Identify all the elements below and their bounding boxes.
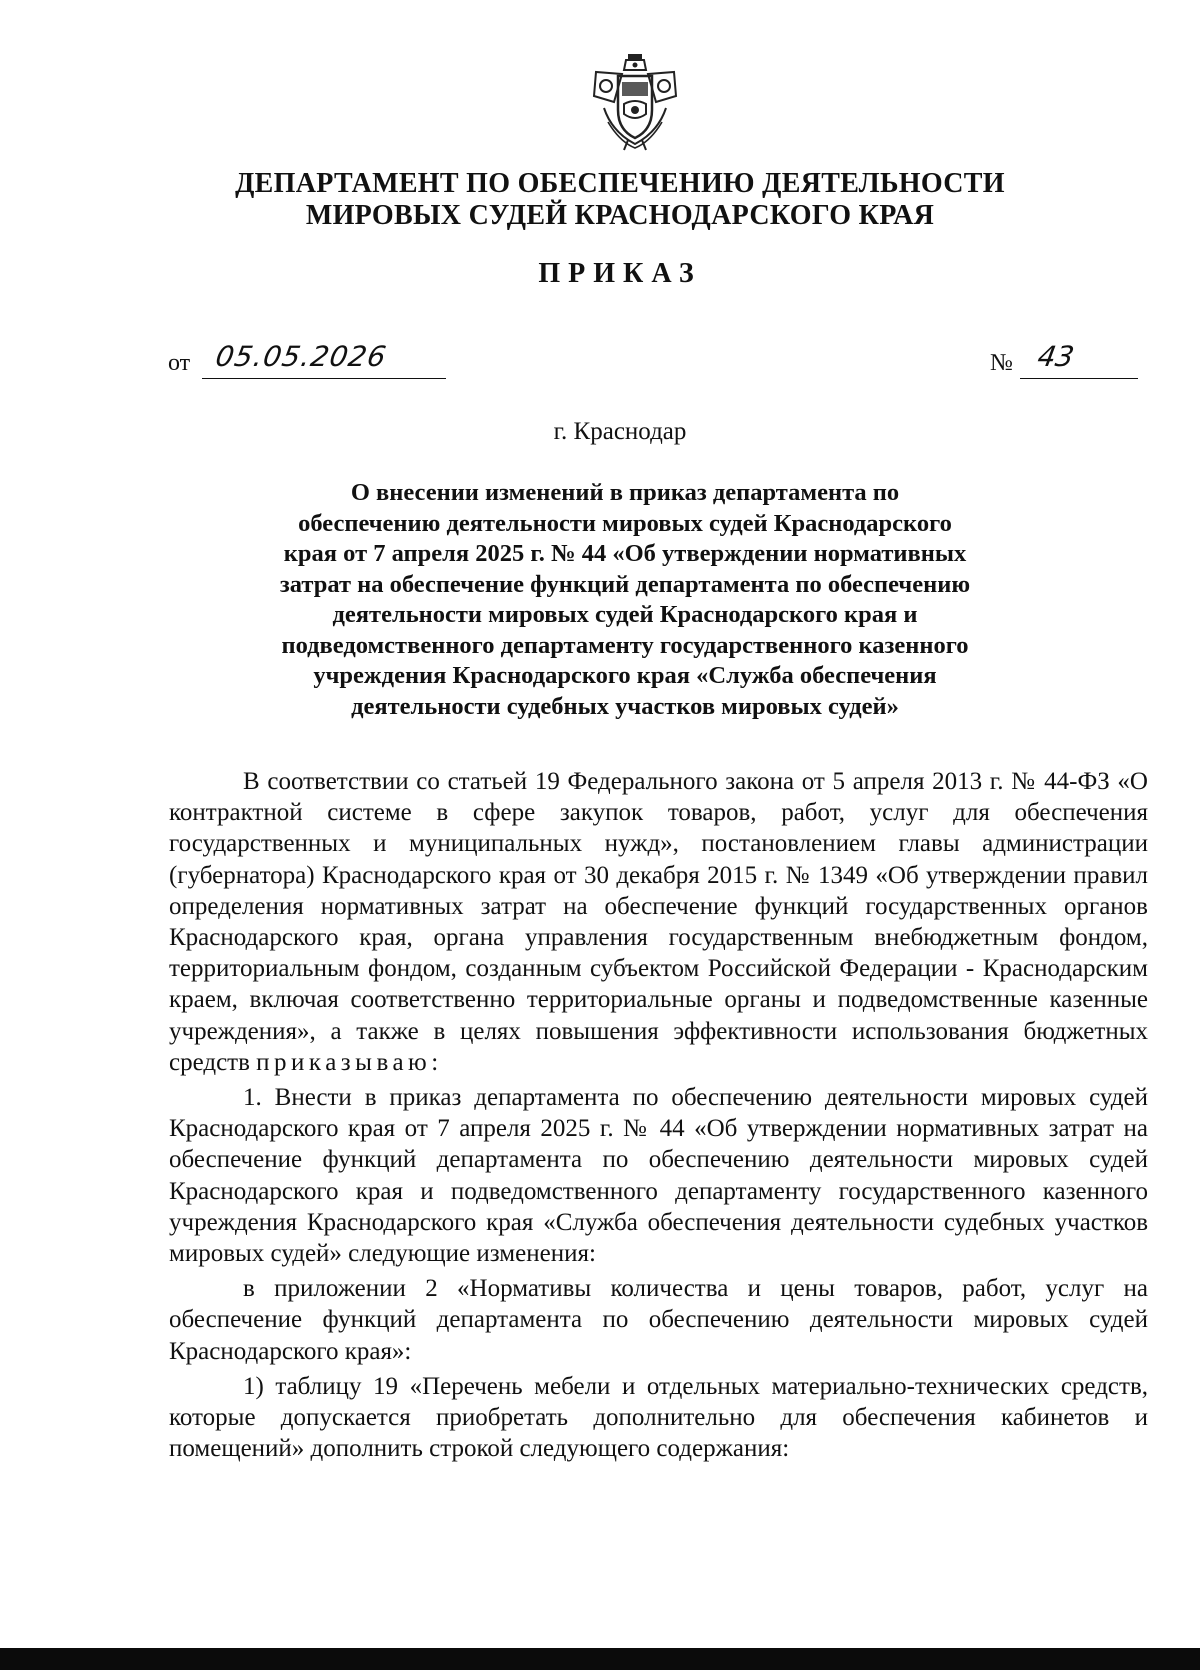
preamble-text: В соответствии со статьей 19 Федерального закона от 5 апреля 2013 г. № 44-ФЗ «О контрактной системе в сфере закупок товаров, работ, услуг для обеспечения государственных и муниципальных нужд», постановлением главы администрации (губернатора) Краснодарского края от 30 декабря 2015 г. № 1349 «Об утверждении правил определения нормативных затрат на обеспечение функций государственных органов Краснодарского края, органа управления государственным внебюджетным фондом, территориальным фондом, созданным субъектом Российской Федерации - Краснодарским краем, включая соответственно территориальные органы и подведомственные казенные учреждения», а также в целях повышения эффективности использования бюджетных средств bbox=[169, 768, 1148, 1076]
subject-line: деятельности судебных участков мировых судей» bbox=[351, 692, 899, 720]
handwritten-number: 43 bbox=[1035, 340, 1077, 373]
preamble-paragraph bbox=[169, 766, 1148, 1078]
subject-line: затрат на обеспечение функций департамента по обеспечению bbox=[279, 570, 971, 598]
order-word: приказываю: bbox=[256, 1048, 443, 1076]
subject-line: края от 7 апреля 2025 г. № 44 «Об утверждении нормативных bbox=[283, 540, 967, 567]
table-19-paragraph: 1) таблицу 19 «Перечень мебели и отдельных материально-технических средств, которые допускается приобретать дополнительно для обеспечения кабинетов и помещений» дополнить строкой следующего содержания: bbox=[169, 1372, 1148, 1463]
department-name bbox=[170, 168, 1070, 232]
department-name-line2: МИРОВЫХ СУДЕЙ КРАСНОДАРСКОГО КРАЯ bbox=[305, 200, 935, 231]
coat-of-arms-icon bbox=[590, 52, 680, 152]
number-underline bbox=[1020, 378, 1138, 379]
department-name-line1: ДЕПАРТАМЕНТ ПО ОБЕСПЕЧЕНИЮ ДЕЯТЕЛЬНОСТИ bbox=[235, 168, 1005, 199]
number-label: № bbox=[990, 350, 1013, 376]
city-name: г. Краснодар bbox=[553, 418, 687, 445]
subject-line: обеспечению деятельности мировых судей Краснодарского bbox=[298, 509, 952, 537]
subject-line: учреждения Краснодарского края «Служба обеспечения bbox=[313, 662, 937, 689]
scan-edge-bar bbox=[0, 1648, 1200, 1670]
date-underline bbox=[202, 378, 446, 379]
appendix-paragraph: в приложении 2 «Нормативы количества и цены товаров, работ, услуг на обеспечение функций департамента по обеспечению деятельности мировых судей Краснодарского края»: bbox=[169, 1275, 1148, 1365]
item-1-paragraph: 1. Внести в приказ департамента по обеспечению деятельности мировых судей Краснодарского края от 7 апреля 2025 г. № 44 «Об утверждении нормативных затрат на обеспечение функций департамента по обеспечению деятельности мировых судей Краснодарского края и подведомственного департаменту государственного казенного учреждения Краснодарского края «Служба обеспечения деятельности судебных участков мировых судей» следующие изменения: bbox=[169, 1084, 1148, 1268]
date-label: от bbox=[168, 350, 191, 376]
document-type-title: ПРИКАЗ bbox=[538, 258, 702, 289]
subject-line: О внесении изменений в приказ департамента по bbox=[350, 479, 900, 506]
order-subject bbox=[225, 478, 1025, 722]
subject-line: деятельности мировых судей Краснодарского края и bbox=[332, 601, 918, 628]
subject-line: подведомственного департаменту государственного казенного bbox=[281, 631, 969, 659]
handwritten-date: 05.05.2026 bbox=[213, 340, 390, 373]
order-body bbox=[169, 766, 1148, 1464]
